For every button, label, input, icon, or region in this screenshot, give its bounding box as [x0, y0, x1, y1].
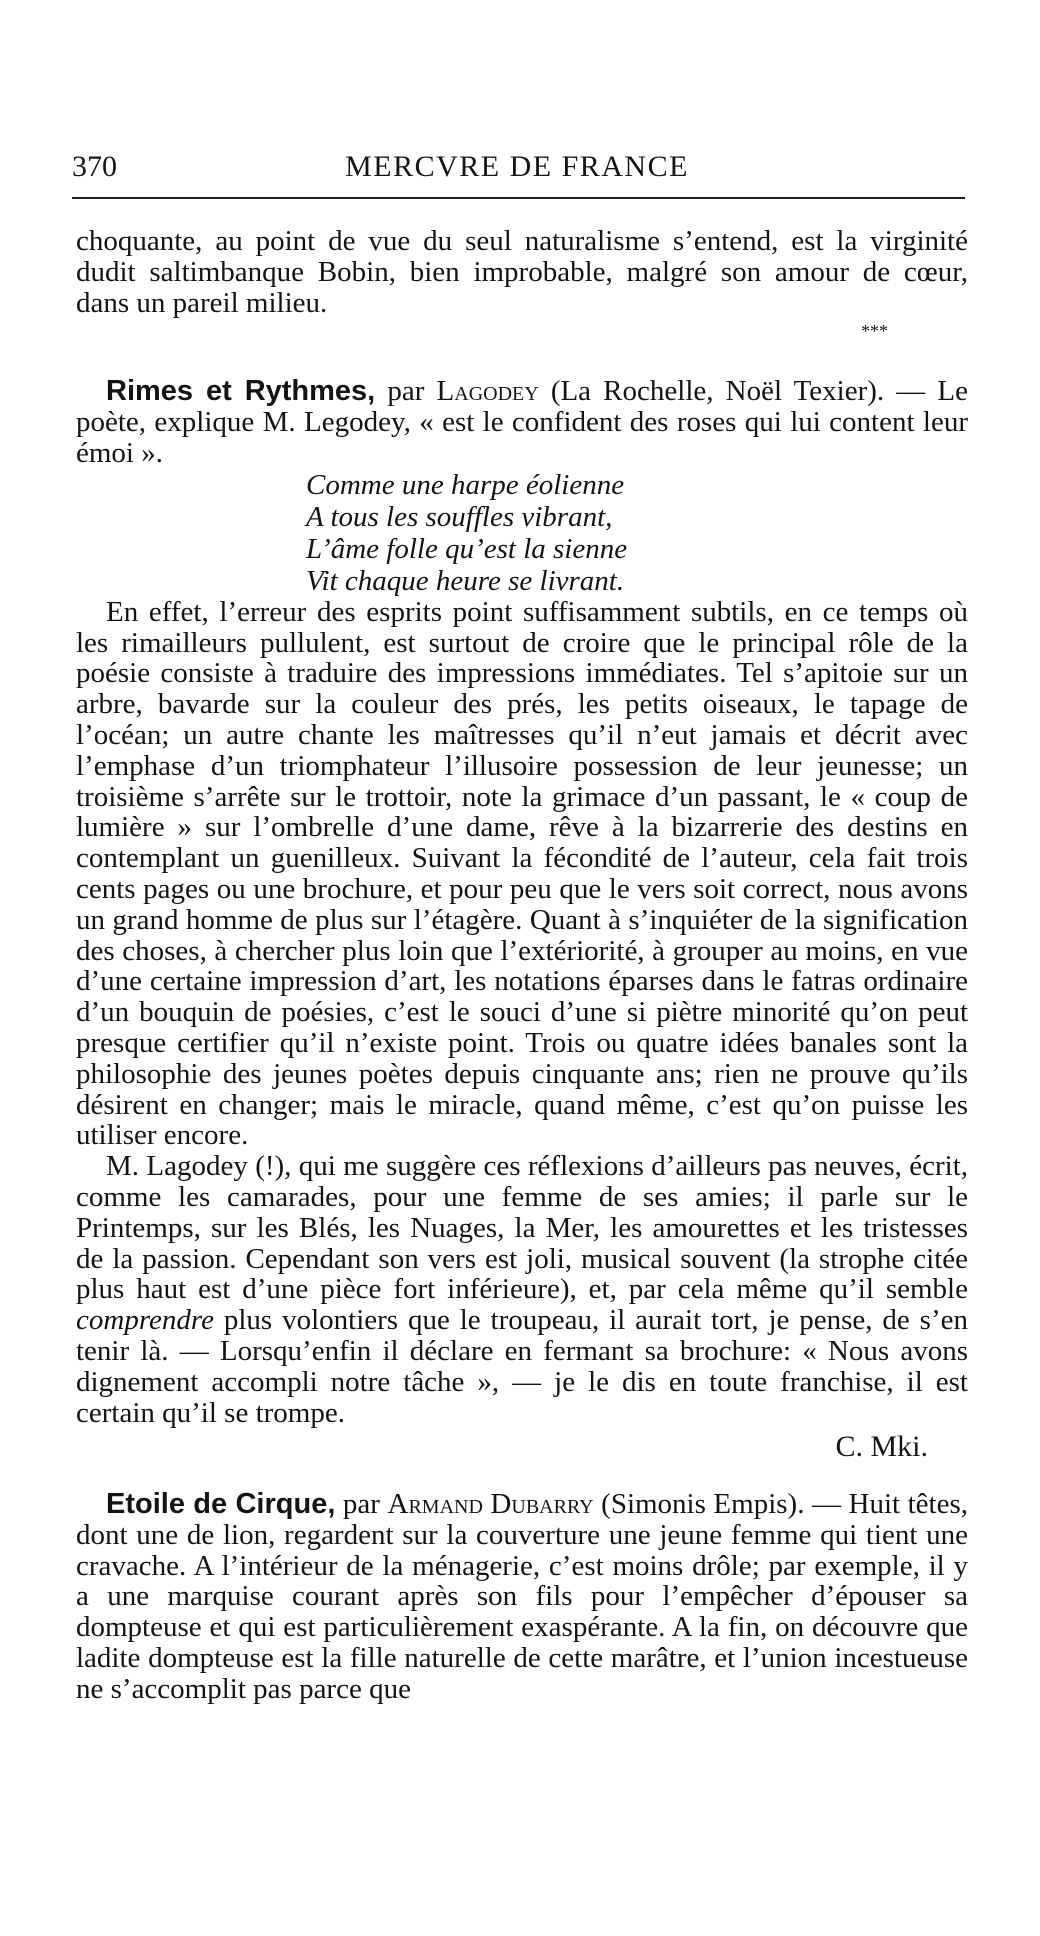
- review-text: (Simonis Empis). — Huit têtes, dont une de lion, regardent sur la couverture une jeune femme qui tient une cravache. A l’intérieur de la ménagerie, c’est moins drôle; par exemple, il y a une marquise courant après son fils pour l’empêcher d’épouser sa dompteuse et qui est particulièrement exaspérante. A la fin, on découvre que ladite dompteuse est la fille naturelle de cette marâtre, et l’union incestueuse ne s’accomplit pas parce que: [76, 1488, 969, 1705]
- paragraph-text: plus volontiers que le troupeau, il aurait tort, je pense, de s’en tenir là. — Lorsqu’enfin il déclare en fermant sa brochure: « Nous avons dignement accompli notre tâche », — je le dis en toute franchise, il est certain qu’il se trompe.: [76, 1304, 968, 1429]
- review-title: Etoile de Cirque,: [106, 1488, 336, 1521]
- review-author: Lagodey: [436, 375, 539, 408]
- verse-line: A tous les souffles vibrant,: [306, 500, 613, 533]
- verse-line: L’âme folle qu’est la sienne: [306, 532, 628, 565]
- review-publisher: (La Rochelle, Noël Texier). — Le poète, explique M. Legodey, « est le confident des roses qui lui content leur émoi ».: [76, 375, 968, 469]
- review-etoile-de-cirque: [76, 1489, 968, 1705]
- section-separator: ***: [861, 321, 888, 342]
- continuation-paragraph: choquante, au point de vue du seul naturalisme s’entend, est la virginité dudit saltimbanque Bobin, bien improbable, malgré son amour de cœur, dans un pareil milieu.: [76, 225, 968, 319]
- review-by: par: [335, 1488, 388, 1521]
- review-title: Rimes et Rythmes,: [106, 375, 376, 408]
- page-header: [72, 146, 962, 190]
- quoted-verse: [306, 469, 968, 597]
- page-number: 370: [72, 150, 117, 183]
- paragraph-text: M. Lagodey (!), qui me suggère ces réflexions d’ailleurs pas neuves, écrit, comme les camarades, pour une femme de ses amies; il parle sur le Printemps, sur les Blés, les Nuages, la Mer, les amourettes et les tristesses de la passion. Cependant son vers est joli, musical souvent (la strophe citée plus haut est d’une pièce fort inférieure), et, par cela même qu’il semble: [76, 1150, 968, 1306]
- review-by: par: [375, 375, 437, 408]
- verse-line: Vit chaque heure se livrant.: [306, 564, 625, 597]
- running-title: MERCVRE DE FRANCE: [345, 150, 689, 183]
- review-rimes-et-rythmes-heading: [76, 376, 968, 468]
- review-author: Armand Dubarry: [387, 1488, 594, 1521]
- emphasized-word: comprendre: [76, 1304, 214, 1337]
- reviewer-signature: C. Mki.: [835, 1430, 928, 1464]
- review-paragraph: En effet, l’erreur des esprits point suffisamment subtils, en ce temps où les rimailleurs pullulent, est surtout de croire que le principal rôle de la poésie consiste à traduire des impressions immédiates. Tel s’apitoie sur un arbre, bavarde sur la couleur des prés, les petits oiseaux, le tapage de l’océan; un autre chante les maîtresses qu’il n’eut jamais et décrit avec l’emphase d’un triomphateur l’illusoire possession de leur jeunesse; un troisième s’arrête sur le trottoir, note la grimace d’un passant, le « coup de lumière » sur l’ombrelle d’une dame, rêve à la bizarrerie des destins en contemplant un guenilleux. Suivant la fécondité de l’auteur, cela fait trois cents pages ou une brochure, et pour peu que le vers soit correct, nous avons un grand homme de plus sur l’étagère. Quant à s’inquiéter de la signification des choses, à chercher plus loin que l’extériorité, à grouper au moins, en vue d’une certaine impression d’art, les notations éparses dans le fatras ordinaire d’un bouquin de poésies, c’est le souci d’une si piètre minorité qu’on peut presque certifier qu’il n’existe point. Trois ou quatre idées banales sont la philosophie des jeunes poètes depuis cinquante ans; rien ne prouve qu’ils désirent en changer; mais le miracle, quand même, c’est qu’on puisse les utiliser encore.: [76, 595, 968, 1152]
- review-paragraph: [76, 1151, 968, 1428]
- text-column: [76, 226, 968, 1705]
- header-rule: [72, 197, 965, 199]
- verse-line: Comme une harpe éolienne: [306, 468, 625, 501]
